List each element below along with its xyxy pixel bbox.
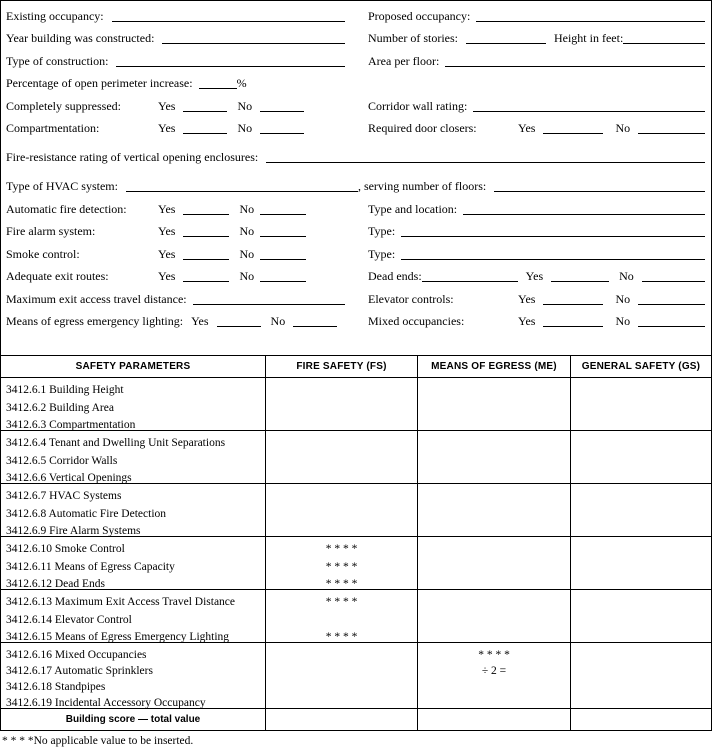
blank-line (401, 259, 705, 260)
gs-total-cell (570, 709, 711, 730)
form-row (1, 166, 711, 195)
param-building-height: 3412.6.1 Building Height (6, 384, 124, 396)
form-row (1, 92, 711, 115)
blank-line (183, 281, 229, 282)
blank-line (260, 259, 306, 260)
gs-cell (570, 537, 711, 594)
no-label: No (270, 314, 286, 328)
yes-label: Yes (158, 246, 176, 261)
param-standpipes: 3412.6.18 Standpipes (6, 681, 106, 693)
form-row (1, 240, 711, 263)
blank-line (293, 326, 337, 327)
param-egress-emergency-lighting: 3412.6.15 Means of Egress Emergency Lighting (6, 631, 230, 643)
field-hvac-system-label: Type of HVAC system: (6, 179, 118, 193)
fs-cell (265, 378, 417, 435)
gs-cell (570, 378, 711, 435)
param-vertical-openings: 3412.6.6 Vertical Openings (6, 472, 132, 484)
yes-label: Yes (518, 121, 536, 135)
form-row (1, 70, 711, 93)
field-max-travel-distance-label: Maximum exit access travel distance: (6, 291, 187, 306)
param-elevator-control: 3412.6.14 Elevator Control (6, 613, 132, 626)
form-row (1, 137, 711, 166)
field-mixed-occupancies-label: Mixed occupancies: (368, 314, 465, 328)
no-label: No (615, 121, 631, 135)
no-label: No (239, 246, 255, 261)
no-label: No (615, 314, 631, 328)
blank-line (260, 111, 304, 112)
field-fire-resistance-rating-label: Fire-resistance rating of vertical opening enclosures: (6, 150, 259, 164)
form-row (1, 115, 711, 138)
blank-line (422, 281, 518, 282)
blank-line (551, 281, 609, 282)
blank-line (162, 43, 345, 44)
blank-line (401, 236, 705, 237)
param-hvac-systems: 3412.6.7 HVAC Systems (6, 490, 122, 502)
yes-label: Yes (158, 121, 176, 135)
gs-cell (570, 431, 711, 488)
blank-line (476, 21, 705, 22)
param-automatic-fire-detection: 3412.6.8 Automatic Fire Detection (6, 507, 167, 520)
blank-line (126, 191, 358, 192)
blank-line (623, 43, 705, 44)
no-label: No (619, 269, 634, 283)
form-row (1, 218, 711, 241)
blank-line (112, 21, 345, 22)
fs-cell (265, 590, 417, 647)
header-safety-parameters: SAFETY PARAMETERS (75, 361, 191, 372)
no-label: No (237, 98, 253, 113)
fs-cell (265, 431, 417, 488)
field-completely-suppressed-label: Completely suppressed: (6, 98, 121, 113)
no-value-asterisks: * * * * (325, 543, 358, 555)
blank-line (638, 326, 705, 327)
field-compartmentation-label: Compartmentation: (6, 121, 100, 135)
blank-line (494, 191, 705, 192)
param-building-area: 3412.6.2 Building Area (6, 401, 114, 414)
field-dead-ends-label: Dead ends: (368, 269, 422, 283)
header-general-safety: GENERAL SAFETY (GS) (570, 356, 711, 377)
fs-cell (265, 643, 417, 711)
param-dead-ends: 3412.6.12 Dead Ends (6, 578, 106, 590)
table-row (1, 483, 711, 536)
blank-line (466, 43, 546, 44)
me-cell (417, 643, 570, 711)
header-fire-safety: FIRE SAFETY (FS) (265, 356, 417, 377)
no-label: No (615, 291, 631, 306)
form-row (1, 2, 711, 25)
blank-line (445, 66, 705, 67)
blank-line (260, 236, 306, 237)
blank-line (199, 88, 237, 89)
form-row (1, 263, 711, 286)
blank-line (260, 214, 306, 215)
gs-cell (570, 643, 711, 711)
blank-line (260, 281, 306, 282)
form-row (1, 308, 711, 331)
param-automatic-sprinklers: 3412.6.17 Automatic Sprinklers (6, 665, 153, 677)
no-value-asterisks: * * * * (325, 560, 358, 573)
yes-label: Yes (158, 201, 176, 216)
blank-line (463, 214, 705, 215)
table-row (1, 377, 711, 430)
field-height-in-feet-label: Height in feet: (553, 31, 624, 45)
blank-line (638, 133, 705, 134)
table-row (1, 430, 711, 483)
table-row (1, 642, 711, 708)
field-proposed-occupancy-label: Proposed occupancy: (368, 8, 471, 23)
field-hvac-serving-floors-label: , serving number of floors: (357, 179, 487, 193)
no-label: No (239, 201, 255, 216)
param-mixed-occupancies: 3412.6.16 Mixed Occupancies (6, 649, 147, 661)
empty-line (268, 612, 415, 630)
yes-label: Yes (158, 224, 176, 238)
field-required-door-closers-label: Required door closers: (368, 121, 477, 135)
param-egress-capacity: 3412.6.11 Means of Egress Capacity (6, 560, 175, 573)
me-cell (417, 484, 570, 541)
building-score-label: Building score — total value (65, 714, 201, 725)
me-cell (417, 431, 570, 488)
yes-label: Yes (191, 314, 209, 328)
blank-line (260, 133, 304, 134)
blank-line (266, 162, 705, 163)
blank-line (642, 281, 705, 282)
header-means-of-egress: MEANS OF EGRESS (ME) (417, 356, 570, 377)
blank-line (183, 111, 227, 112)
field-smoke-control-label: Smoke control: (6, 246, 80, 261)
table-row (1, 536, 711, 589)
no-value-asterisks: * * * * (325, 596, 358, 608)
no-label: No (237, 121, 253, 135)
form-row (1, 195, 711, 218)
yes-label: Yes (518, 291, 536, 306)
table-footnote: * * * *No applicable value to be inserted. (2, 735, 194, 747)
table-header-row (1, 356, 711, 377)
fs-cell (265, 537, 417, 594)
divide-by-two-formula: ÷ 2 = (481, 665, 507, 677)
blank-line (193, 304, 345, 305)
field-area-per-floor-label: Area per floor: (368, 53, 440, 68)
blank-line (183, 214, 229, 215)
gs-cell (570, 590, 711, 647)
no-label: No (239, 269, 255, 283)
field-type-and-location-label: Type and location: (368, 201, 458, 216)
blank-line (183, 133, 227, 134)
no-value-asterisks: * * * * (325, 578, 358, 590)
field-egress-lighting-label: Means of egress emergency lighting: (6, 314, 184, 328)
field-elevator-controls-label: Elevator controls: (368, 291, 454, 306)
me-cell (417, 537, 570, 594)
fs-cell (265, 484, 417, 541)
field-adequate-exit-routes-label: Adequate exit routes: (6, 269, 109, 283)
field-type-of-construction-label: Type of construction: (6, 53, 109, 68)
param-tenant-dwelling-separations: 3412.6.4 Tenant and Dwelling Unit Separations (6, 437, 226, 449)
field-type-b-label: Type: (368, 246, 396, 261)
field-number-of-stories-label: Number of stories: (368, 31, 458, 45)
blank-line (638, 304, 705, 305)
blank-line (543, 326, 603, 327)
no-label: No (239, 224, 255, 238)
field-year-constructed-label: Year building was constructed: (6, 31, 155, 45)
param-fire-alarm-systems: 3412.6.9 Fire Alarm Systems (6, 525, 141, 537)
yes-label: Yes (518, 314, 536, 328)
param-corridor-walls: 3412.6.5 Corridor Walls (6, 454, 118, 467)
me-cell (417, 590, 570, 647)
no-value-asterisks: * * * * (325, 631, 358, 643)
percent-sign: % (236, 76, 247, 90)
no-value-asterisks: * * * * (478, 649, 510, 661)
field-type-a-label: Type: (368, 224, 396, 238)
form-row (1, 285, 711, 308)
table-row (1, 589, 711, 642)
blank-line (473, 111, 705, 112)
building-data-form (0, 0, 712, 355)
fs-total-cell (265, 709, 417, 730)
param-smoke-control: 3412.6.10 Smoke Control (6, 543, 125, 555)
form-row (1, 25, 711, 48)
form-row (1, 47, 711, 70)
blank-line (183, 259, 229, 260)
blank-line (183, 236, 229, 237)
gs-cell (570, 484, 711, 541)
field-open-perimeter-label: Percentage of open perimeter increase: (6, 76, 193, 90)
yes-label: Yes (525, 269, 544, 283)
building-score-row (1, 708, 711, 730)
blank-line (116, 66, 345, 67)
blank-line (543, 133, 603, 134)
yes-label: Yes (158, 98, 176, 113)
blank-line (217, 326, 261, 327)
field-existing-occupancy-label: Existing occupancy: (6, 8, 104, 23)
field-fire-alarm-label: Fire alarm system: (6, 224, 96, 238)
param-incidental-accessory-occupancy: 3412.6.19 Incidental Accessory Occupancy (6, 697, 206, 709)
me-cell (417, 378, 570, 435)
field-auto-fire-detection-label: Automatic fire detection: (6, 201, 127, 216)
blank-line (543, 304, 603, 305)
field-corridor-wall-rating-label: Corridor wall rating: (368, 98, 468, 113)
yes-label: Yes (158, 269, 176, 283)
safety-parameters-table (0, 355, 712, 731)
me-total-cell (417, 709, 570, 730)
param-compartmentation: 3412.6.3 Compartmentation (6, 419, 136, 431)
param-max-exit-travel-distance: 3412.6.13 Maximum Exit Access Travel Distance (6, 596, 236, 608)
